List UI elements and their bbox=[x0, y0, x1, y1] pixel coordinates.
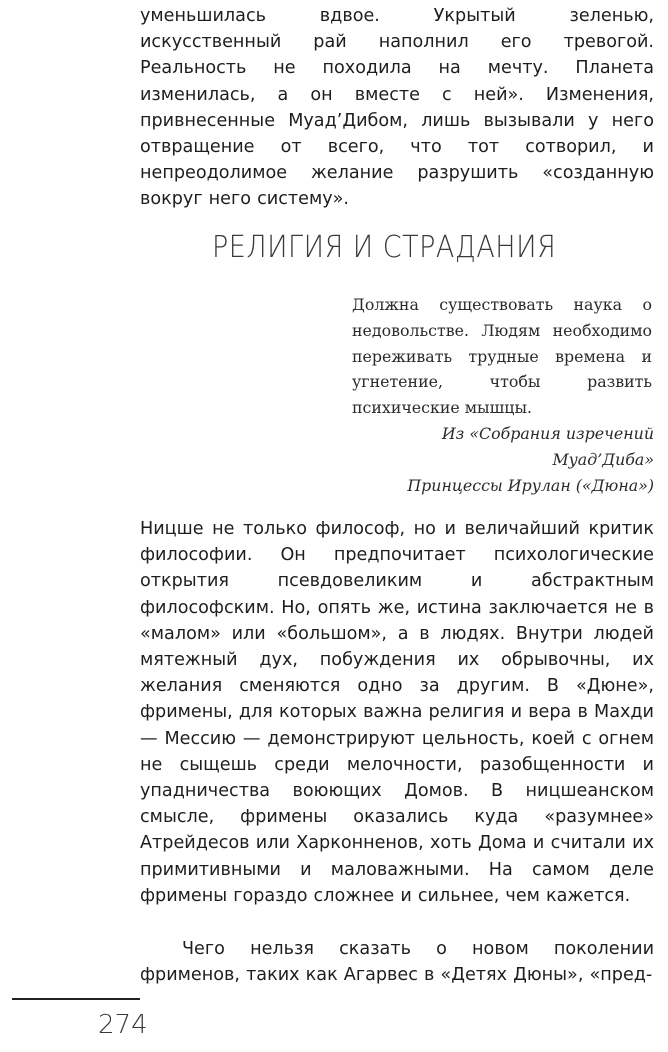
page-number: 274 bbox=[98, 1010, 148, 1040]
footer-rule bbox=[12, 998, 140, 1000]
paragraph-main: Ницше не только философ, но и величайший критик философии. Он предпочитает психологические открытия псевдовеликим и абстрактным философским. Но, опять же, истина заключается не в «малом» или «большом», а в людях. Внутри людей мятежный дух, побуждения их обрывочны, их желания сменяются одно за другим. В «Дюне», фримены, для которых важна религия и вера в Махди — Мессию — демонстрируют цельность, коей с огнем не сыщешь среди мелочности, разобщенности и упадничества воюющих Домов. В ницшеанском смысле, фримены оказались куда «разумнее» Атрейдесов или Харконненов, хоть Дома и считали их примитивными и маловажными. На самом деле фримены гораздо сложнее и сильнее, чем кажется. bbox=[140, 519, 654, 906]
attribution-line-2: Муад’Диба» bbox=[552, 449, 654, 469]
paragraph-last: Чего нельзя сказать о новом поколении фрименов, таких как Агарвес в «Детях Дюны», «пред- bbox=[140, 939, 654, 986]
epigraph-quote: Должна существовать наука о недовольстве. Людям необходимо переживать трудные времена и угнетение, чтобы развить психические мышцы. bbox=[352, 295, 652, 418]
epigraph-attribution bbox=[334, 421, 654, 498]
attribution-line-1: Из «Собрания изречений bbox=[441, 424, 654, 443]
attribution-line-3: Принцессы Ирулан («Дюна») bbox=[407, 475, 654, 495]
paragraph-top: уменьшилась вдвое. Укрытый зеленью, искусственный рай наполнил его тревогой. Реальность не походила на мечту. Планета изменилась, а он вместе с ней». Изменения, привнесенные Муад’Дибом, лишь вызывали у него отвращение от всего, что тот сотворил, и непреодолимое желание разрушить «созданную вокруг него систему». bbox=[140, 6, 654, 210]
section-heading: РЕЛИГИЯ И СТРАДАНИЯ bbox=[212, 230, 557, 265]
